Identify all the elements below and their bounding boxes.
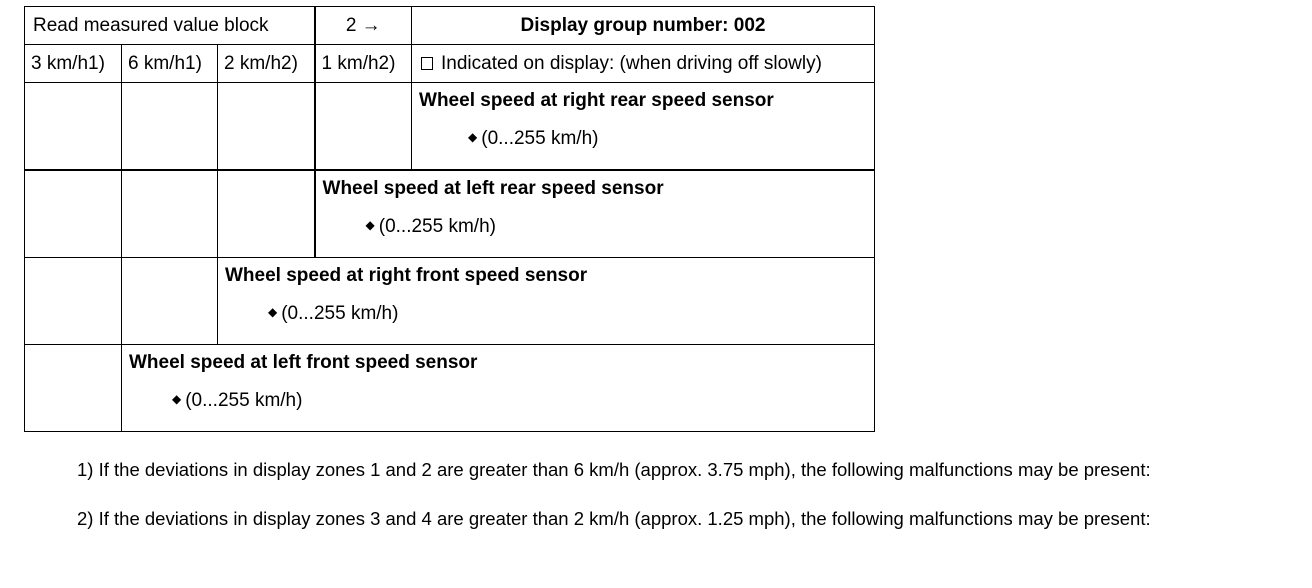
zone-1-range-item: [122, 374, 874, 412]
bullet-icon: ◆: [365, 218, 375, 232]
zone-2-description: [218, 258, 875, 345]
zone-3-description: [315, 170, 875, 258]
zone-3-range-item: [316, 200, 875, 238]
empty-cell: [315, 83, 412, 171]
checkbox-icon: [421, 57, 433, 70]
indicated-on-display-label: Indicated on display: (when driving off slowly): [441, 52, 822, 74]
footnote-number: 1): [77, 459, 94, 480]
zone-3-title: Wheel speed at left rear speed sensor: [322, 178, 664, 199]
table-row: [25, 345, 875, 432]
footnote-number: 2): [77, 508, 94, 529]
header-row: [25, 7, 875, 45]
zone-1-range: (0...255 km/h): [185, 390, 303, 411]
zone-2-title: Wheel speed at right front speed sensor: [225, 265, 588, 286]
display-group-label: Display group number: 002: [412, 7, 875, 45]
group-arrow-label: 2 →: [315, 7, 412, 45]
footnote-text: If the deviations in display zones 1 and 2 are greater than 6 km/h (approx. 3.75 mph), the following malfunctions may be present:: [98, 459, 1151, 480]
empty-cell: [218, 170, 315, 258]
empty-cell: [25, 170, 122, 258]
empty-cell: [218, 83, 315, 171]
bullet-icon: ◆: [172, 392, 182, 406]
measured-value-table: [24, 6, 875, 432]
zone-1-description: [122, 345, 875, 432]
footnotes: [77, 458, 1237, 556]
subheader-row: [25, 45, 875, 83]
zone-1-title: Wheel speed at left front speed sensor: [129, 352, 478, 373]
zone-2-header: 6 km/h1): [122, 45, 218, 83]
table-row: [25, 258, 875, 345]
zone-3-header: 2 km/h2): [218, 45, 315, 83]
empty-cell: [25, 258, 122, 345]
zone-4-range-item: [412, 112, 874, 150]
zone-2-range-item: [218, 287, 874, 325]
zone-3-range: (0...255 km/h): [378, 216, 496, 237]
footnote-text: If the deviations in display zones 3 and 4 are greater than 2 km/h (approx. 1.25 mph), the following malfunctions may be present:: [98, 508, 1151, 529]
zone-4-title: Wheel speed at right rear speed sensor: [419, 90, 774, 111]
empty-cell: [25, 83, 122, 171]
zone-4-header: 1 km/h2): [315, 45, 412, 83]
bullet-icon: ◆: [468, 130, 478, 144]
table-row: [25, 83, 875, 171]
zone-1-header: 3 km/h1): [25, 45, 122, 83]
empty-cell: [122, 170, 218, 258]
empty-cell: [122, 258, 218, 345]
bullet-icon: ◆: [268, 305, 278, 319]
footnote: [77, 458, 1237, 481]
read-block-label: Read measured value block: [25, 7, 315, 45]
empty-cell: [122, 83, 218, 171]
indicated-on-display-header: [412, 45, 875, 83]
zone-4-range: (0...255 km/h): [481, 128, 599, 149]
footnote: [77, 507, 1237, 530]
table-row: [25, 170, 875, 258]
zone-2-range: (0...255 km/h): [281, 303, 399, 324]
empty-cell: [25, 345, 122, 432]
zone-4-description: [412, 83, 875, 171]
